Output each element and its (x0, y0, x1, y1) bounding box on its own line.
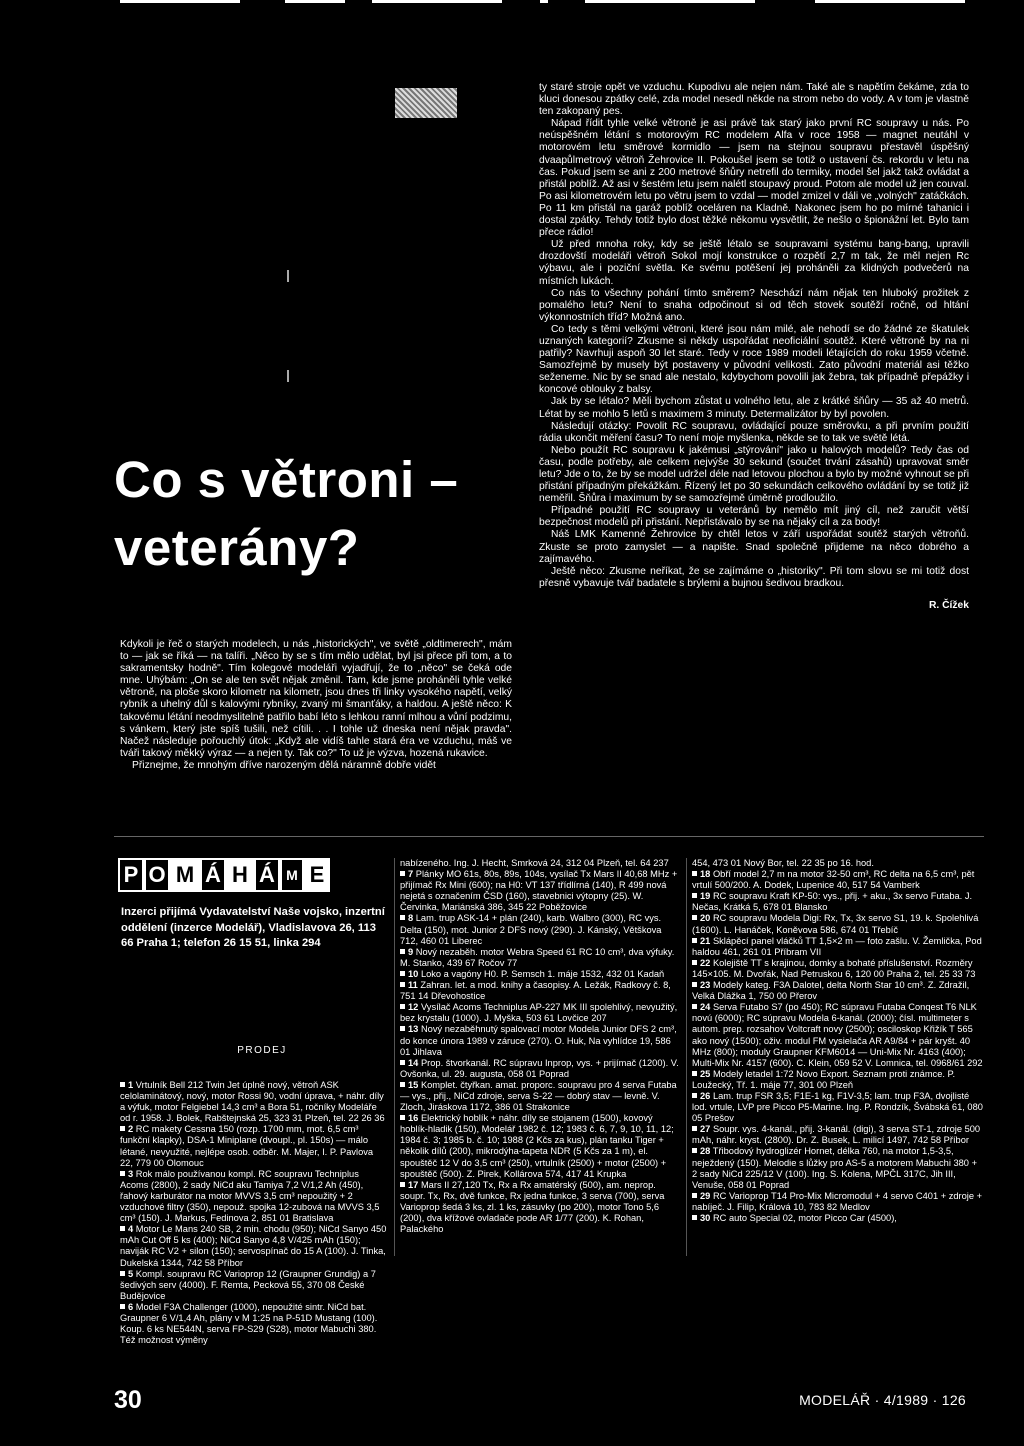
ad-item: 7 Plánky MO 61s, 80s, 89s, 104s, vysílač Tx Mars II 40,68 MHz + přijímač Rx Mini (600); na H0: VT 137 třídlírná (140), R 499 nová nejetá s označením ČSD (160), stavebnici výtopny (25). W. Červinka, Mariánská 386, 345 22 Poběžovice (400, 869, 678, 913)
bullet-icon (692, 915, 697, 920)
ad-item: 5 Kompl. soupravu RC Varioprop 12 (Graupner Grundig) a 7 šedivých serv (4000). F. Remta, Pecková 55, 370 08 České Budějovice (120, 1268, 376, 1301)
ad-item: 13 Nový nezaběhnutý spalovací motor Modela Junior DFS 2 cm³, do konce února 1989 v záruce (270). O. Huk, Na vyhlídce 19, 586 01 Jihlava (400, 1024, 677, 1057)
photo-thumbnail (395, 88, 457, 118)
ad-item: 1 Vrtulník Bell 212 Twin Jet úplně nový, větroň ASK celolaminátový, nový, motor Rossi 90, vodní úprava, + náhr. díly a výfuk, motor Felgiebel 14,3 cm³ a Bora 51, ročníky Modeláře od r. 1958. J. Bolek, Rabštejnská 25, 323 31 Plzeň, tel. 22 26 36 (120, 1080, 385, 1124)
body-paragraph: Ještě něco: Zkusme neříkat, že se zajímáme o „historiky". Při tom slovu se mi totiž dost přesně vybavuje tvář badatele s brýlemi a bujnou šedivou bradkou. (539, 565, 969, 589)
ad-item: 21 Sklápěcí panel vláčků TT 1,5×2 m — foto zašlu. V. Žemlička, Pod haldou 461, 261 01 Příbram VII (692, 935, 982, 957)
bullet-icon (692, 1193, 697, 1198)
ad-item: 30 RC auto Special 02, motor Picco Car (4500), (692, 1213, 984, 1224)
bullet-icon (400, 1115, 405, 1120)
bullet-icon (400, 971, 405, 976)
bullet-icon (400, 1082, 405, 1087)
ads-column-2 (400, 858, 682, 1235)
bullet-icon (692, 1004, 697, 1009)
bullet-icon (692, 960, 697, 965)
article-body (539, 82, 969, 612)
ad-item: 26 Lam. trup FSR 3,5; F1E-1 kg, F1V-3,5; lam. trup F3A, dvojlisté lod. vrtule, LVP pre Picco P5-Marine. Ing. P. Rondzík, Švábská 61, 080 05 Prešov (692, 1090, 983, 1124)
classifieds-contact: Inzerci přijímá Vydavatelství Naše vojsko, inzertní oddělení (inzerce Modelář), Vladislavova 26, 113 66 Praha 1; telefon 26 15 51, linka 294 (121, 906, 385, 950)
body-paragraph: Už před mnoha roky, kdy se ještě létalo se soupravami systému bang-bang, upravili drozdovští modeláři větroň Sokol mojí konstrukce o rozpětí 2,7 m tak, že měl nejen Rc výbavu, ale i poziční světla. Ke svému potěšení jej proháněli za klidných podvečerů na místních lukách. (539, 239, 969, 287)
logo-letter: M (280, 858, 304, 892)
body-paragraph: Co nás to všechny pohání tímto směrem? Neschází nám nějak ten hluboký prožitek z pomalého letu? Není to snaha odpočinout si od těch stovek soutěží ročně, od hltání výkonnostních tříd? Možná ano. (539, 287, 969, 323)
ad-item: 6 Model F3A Challenger (1000), nepoužité sintr. NiCd bat. Graupner 6 V/1,4 Ah, plány v M 1:25 na P-51D Mustang (100). Koup. 6 ks NE544N, serva FP-S29 (S28), motor Mabuchi 380. Též možnost výměny (120, 1301, 378, 1346)
logo-letter: Á (200, 858, 226, 892)
bullet-icon (120, 1226, 125, 1231)
ad-item: 29 RC Varioprop T14 Pro-Mix Micromodul + 4 servo C401 + zdroje + nabíječ. J. Filip, Králová 10, 783 82 Medlov (692, 1190, 983, 1212)
ad-item: 17 Mars II 27,120 Tx, Rx a Rx amatérský (500), am. neprop. soupr. Tx, Rx, dvě funkce, Rx jedna funkce, 3 serva (700), serva Varioprop šedá 3 ks, zl. 1 ks, zásuvky (po 200), motor Tono 5,6 (200), dva křížové ovladače pode AR 1/77 (200). K. Rohan, Palackého (400, 1179, 665, 1235)
page-number: 30 (114, 1386, 142, 1414)
ad-item: 18 Obří model 2,7 m na motor 32-50 cm³, RC delta na 6,5 cm³, pět vrtulí 500/200. A. Dodek, Lupenice 40, 517 54 Vamberk (692, 869, 975, 891)
ad-item: 22 Kolejiště TT s krajinou, domky a bohaté příslušenství. Rozměry 145×105. M. Dvořák, Nad Petruskou 6, 120 00 Praha 2, tel. 25 33 73 (692, 957, 976, 979)
body-paragraph: Následují otázky: Povolit RC soupravu, ovládající pouze směrovku, a při prvním použití rádia ukončit měření času? To není moje myšlenka, někde se to tak ve světě létá. (539, 420, 969, 444)
body-paragraph: Případné použití RC soupravy u veteránů by nemělo mít jiný cíl, než zaručit větší bezpečnost modelů při přistání. Nepřistávalo by se na nějaký cíl a za body! (539, 505, 969, 529)
body-paragraph: Nebo použít RC soupravu k jakémusi „stýrování" jako u halových modelů? Tedy čas od času, podle potřeby, ale celkem nejvýše 30 sekund (součet trvání zásahů) upravovat směr letu? Jde o to, že by se model udržel déle nad letovou plochou a bylo by možné vyhnout se při přistání případným překážkám. Řízený let po 30 sekundách celkového ovládání by se totiž již neměřil. Šňůra i maximum by se samozřejmě úměrně prodloužilo. (539, 444, 969, 505)
ad-item: 10 Loko a vagóny H0. P. Semsch 1. máje 1532, 432 01 Kadaň (400, 969, 682, 980)
ad-item: 14 Prop. štvorkanál. RC súpravu Inprop, vys. + prijímač (1200). V. Ovšonka, ul. 29. augusta, 058 01 Poprad (400, 1057, 679, 1079)
bullet-icon (120, 1304, 125, 1309)
body-paragraph: ty staré stroje opět ve vzduchu. Kupodivu ale nejen nám. Také ale s napětím čekáme, zda to kluci donesou zpátky celé, zda model nesedl někde na strom nebo do vody. A v tom je vlastně ten zakopaný pes. (539, 82, 969, 118)
ad-item: 8 Lam. trup ASK-14 + plán (240), karb. Walbro (300), RC vys. Delta (150), mot. Junior 2 DFS nový (290). J. Kánský, Větškova 712, 460 01 Liberec (400, 913, 662, 946)
bullet-icon (120, 1126, 125, 1131)
logo-letter: Á (254, 858, 280, 892)
intro-paragraph: Přiznejme, že mnohým dříve narozeným dělá náramně dobře vidět (132, 759, 436, 771)
bullet-icon (120, 1171, 125, 1176)
bullet-icon (692, 1215, 697, 1220)
ad-item: 4 Motor Le Mans 240 SB, 2 min. chodu (950); NiCd Sanyo 450 mAh Cut Off 5 ks (400); NiCd Sanyo 4,8 V/425 mAh (150); naviják RC V2 + silon (150); servospínač do 15 A (100). J. Tinka, Dukelská 1344, 742 58 Příbor (120, 1224, 387, 1268)
article-intro (120, 639, 512, 772)
bullet-icon (692, 1126, 697, 1131)
intro-paragraph: Kdykoli je řeč o starých modelech, u nás „historických", ve světě „oldtimerech", mám to — jak se říká — na talíři. „Něco by se s tím mělo udělat, byl jsi přece při tom, a to sakramentsky hodně". Tím kolegové modeláři vyjadřují, že to „něco" se čeká ode mne. Uhýbám: „On se ale ten svět nějak změnil. Tam, kde jsme proháněli tyhle velké větroně, na ploše skoro kilometr na kilometr, jsou dnes tři linky vysokého napětí, velký rybník a uhelný důl s kalovými rybníky, zvaný mi šmanťáky, a haldou. A ještě něco: K takovému létání neodmyslitelně patřilo babí léto s lehkou ranní mlhou a vůní podzimu, s vánkem, který jste spíš tušili, než cítili. . . I tohle už dneska není nějak pravda". Načež následuje pořouchlý útok: „Když ale vidíš tahle stará éra ve vzduchu, máš ve tváři takový měkký výraz — a nejen ty. Tak co?" To už je výzva, hozená rukavice. (120, 639, 512, 759)
logo-letter: M (170, 858, 200, 892)
ad-item: 25 Modely letadel 1:72 Novo Export. Seznam proti známce. P. Loužecký, Tř. 1. máje 77, 301 00 Plzeň (692, 1068, 956, 1090)
column-divider (686, 858, 687, 1256)
section-divider (114, 836, 984, 837)
ad-item: 19 RC soupravu Kraft KP-50: vys., přij. + aku., 3x servo Futaba. J. Nečas, Krátká 5, 678 01 Blansko (692, 891, 973, 913)
ad-item: 24 Serva Futabo S7 (po 450); RC súpravu Futaba Conqest T6 NLK novú (6000); RC súpravu Modela 6-kanál. (2000); čísl. multimeter s autom. prep. rozsahov Voltcraft novy (2500); osciloskop Křižík T 565 ako nový (1500); oživ. modul FM vysielača AR A9/84 + pár kryšt. 40 MHz (800); moduly Graupner KFM6014 — Uni-Mix Nr. 4163 (400); Multi-Mix Nr. 4157 (600). C. Klein, 059 52 V. Lomnica, tel. 0968/61 292 (692, 1002, 983, 1068)
bullet-icon (400, 915, 405, 920)
ad-item: 20 RC soupravu Modela Digi: Rx, Tx, 3x servo S1, 19. k. Spolehlivá (1600). L. Hanáček, Koněvova 586, 674 01 Třebíč (692, 913, 979, 935)
column-divider (394, 858, 395, 1256)
logo-letter: E (304, 858, 330, 892)
ad-item: 27 Soupr. vys. 4-kanál., přij. 3-kanál. (digi), 3 serva ST-1, zdroje 500 mAh, náhr. kryst. (2800). Dr. Z. Busek, L. milicí 1497, 742 58 Příbor (692, 1124, 981, 1146)
bullet-icon (400, 1182, 405, 1187)
bullet-icon (120, 1082, 125, 1087)
body-paragraph: Jak by se létalo? Měli bychom zůstat u volného letu, ale z krátké šňůry — 35 až 40 metrů. Létat by se mohlo 5 letů s maximem 3 minuty. Determalizátor by byl povolen. (539, 396, 969, 420)
body-paragraph: Nápad řídit tyhle velké větroně je asi právě tak starý jako první RC soupravy u nás. Po neúspěšném létání s motorovým RC modelem Alfa v roce 1958 — magnet neutáhl v motorovém letu směrové kormidlo — jsem na stejnou soupravu přestavěl úspěšný dvaapůlmetrový větroň Žehrovice II. Pokoušel jsem se totiž o ustavení čs. rekordu v letu na čas. Pokud jsem se ani z 200 metrové šňůry netrefil do termiky, model šel jakž takž ovládat a přistál poblíž. Až asi v šestém letu jsem nalétl stoupavý proud. Potom ale model už jen couval. Po asi kilometrovém letu po větru jsem to vzdal — model zmizel v dáli ve „volných" zatáčkách. Po 11 km přistál na garáž poblíž oceláren na Kladně. Nakonec jsem ho po mírné tahanici i dostal zpátky. Tehdy totiž bylo dost těžké někomu vysvětlit, že nešlo o špionážní let. Bylo tam přece rádio! (539, 118, 969, 239)
bullet-icon (120, 1271, 125, 1276)
classifieds-logo (118, 858, 330, 892)
ad-continuation: nabízeného. Ing. J. Hecht, Smrková 24, 312 04 Plzeň, tel. 64 237 (400, 858, 669, 868)
logo-letter: P (118, 858, 144, 892)
bullet-icon (400, 1060, 405, 1065)
bullet-icon (692, 982, 697, 987)
ads-column-1 (120, 1080, 388, 1346)
ad-item: 28 Třibodový hydroglizér Hornet, délka 760, na motor 1,5-3,5, neježdený (150). Melodie s lůžky pro AS-5 a motorem Mabuchi 380 + 2 sady NiCd 225/12 V (100). Ing. S. Kolena, MPČL 317C, Jih III, Venuše, 058 01 Poprad (692, 1146, 977, 1190)
ad-item: 12 Vysílač Acoms Techniplus AP-227 MK III spolehlivý, nevyužitý, bez krystalu (1000). J. Myška, 503 61 Lovčice 207 (400, 1002, 678, 1024)
bullet-icon (692, 1148, 697, 1153)
top-strip (0, 0, 1024, 14)
ad-item: 3 Rok málo používanou kompl. RC soupravu Techniplus Acoms (2800), 2 sady NiCd aku Tamiya 7,2 V/1,2 Ah (450), řahový karburátor na motor MVVS 3,5 cm³ nepoužitý + 2 vzduchové filtry (350), nepouž. spojka 12-zubová na MVVS 3,5 cm³ (150). J. Markus, Fedinova 2, 851 01 Bratislava (120, 1168, 380, 1224)
ad-item: 23 Modely kateg. F3A Dalotel, delta North Star 10 cm³. Z. Zdražil, Velká Dlážka 1, 750 00 Přerov (692, 980, 970, 1002)
logo-letter: H (226, 858, 254, 892)
column-mark (287, 370, 289, 382)
body-paragraph: Co tedy s těmi velkými větroni, které jsou nám milé, ale nehodí se do žádné ze škatulek uznaných kategorií? Zkusme si někdy uspořádat neoficiální soutěž. Které větroně by na ni patřily? Navrhuji aspoň 30 let staré. Tedy v roce 1989 modeli létajících do roku 1959 včetně. Samozřejmě by musely být postaveny v původní velikosti. Zato původní materiál asi těžko seženeme. Nic by se snad ale nestalo, kdybychom povolili jak žebra, tak případně přepážky i koncové oblouky z balsy. (539, 323, 969, 396)
author-signature: R. Čížek (928, 599, 969, 611)
bullet-icon (400, 1026, 405, 1031)
ad-item: 15 Komplet. čtyřkan. amat. proporc. soupravu pro 4 serva Futaba — vys., přij., NiCd zdroje, serva S-22 — dobrý stav — levně. V. Zloch, Jiráskova 1172, 386 01 Strakonice (400, 1079, 677, 1113)
bullet-icon (400, 871, 405, 876)
ads-column-3 (692, 858, 984, 1224)
bullet-icon (400, 1004, 405, 1009)
bullet-icon (692, 938, 697, 943)
bullet-icon (400, 982, 405, 987)
ad-item: 11 Zahran. let. a mod. knihy a časopisy. A. Ležák, Radkovy č. 8, 751 14 Dřevohostice (400, 980, 671, 1002)
column-mark (287, 270, 289, 282)
ad-item: 2 RC makety Cessna 150 (rozp. 1700 mm, mot. 6,5 cm³ funkční klapky), DSA-1 Miniplane (dvoupl., pl. 150s) — málo létané, nevyužité, nejlépe osob. odběr. M. Majer, I. P. Pavlova 22, 779 00 Olomouc (120, 1124, 374, 1168)
bullet-icon (692, 871, 697, 876)
article-title: Co s větroni – veterány? (114, 451, 459, 576)
body-paragraph: Náš LMK Kamenné Žehrovice by chtěl letos v září uspořádat soutěž starých větroňů. Zkuste se proto zamyslet — a napište. Snad společně přijdeme na něco dobrého a zajímavého. (539, 529, 969, 565)
bullet-icon (692, 1093, 697, 1098)
bullet-icon (692, 893, 697, 898)
ad-continuation: 454, 473 01 Nový Bor, tel. 22 35 po 16. hod. (692, 858, 874, 868)
bullet-icon (400, 949, 405, 954)
section-label: PRODEJ (237, 1045, 287, 1056)
logo-letter: O (144, 858, 170, 892)
bullet-icon (692, 1071, 697, 1076)
issue-footer: MODELÁŘ · 4/1989 · 126 (799, 1392, 966, 1408)
ad-item: 16 Elektrický hoblík + náhr. díly se stojanem (1500), kovový hoblík-hladik (150), Modelář 1982 č. 12; 1983 č. 6, 7, 9, 10, 11, 12; 1984 č. 3; 1985 b. č. 10; 1988 (2 Kčs za kus), plán tanku Tiger + několik dílů (200), mikrodýha-tapeta NDR (5 Kčs za 1 m), el. spouštěč 12 V do 3,5 cm³ (250), vrtulník (2500) + motor (2500) + spouštěč (500). Z. Pirek, Kollárova 574, 417 41 Krupka (400, 1113, 674, 1179)
ad-item: 9 Nový nezaběh. motor Webra Speed 61 RC 10 cm³, dva výfuky. M. Stanko, 439 67 Ročov 77 (400, 946, 675, 968)
